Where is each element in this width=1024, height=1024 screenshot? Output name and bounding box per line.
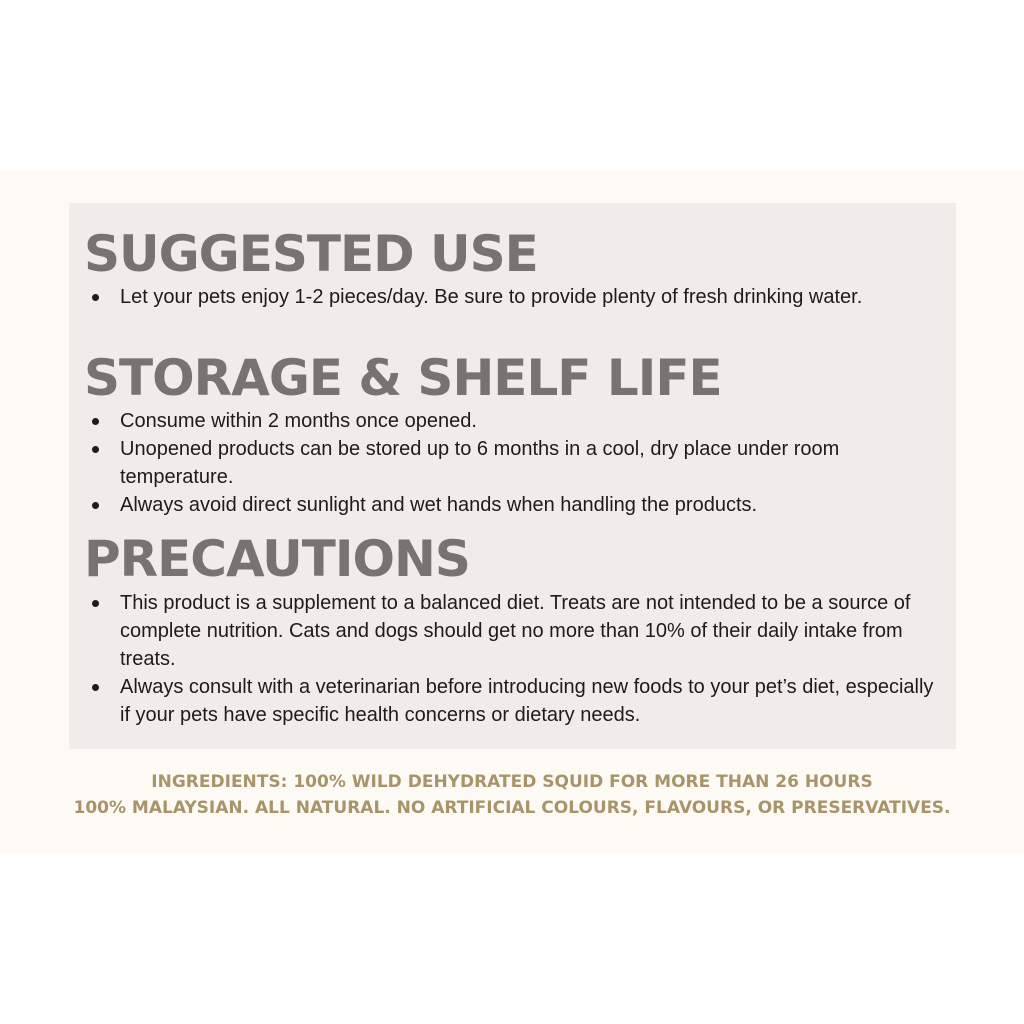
list-item-text: Always avoid direct sunlight and wet hands when handling the products. bbox=[120, 494, 758, 516]
bullet-dot bbox=[92, 684, 99, 691]
storage-shelf-life-heading: STORAGE & SHELF LIFE bbox=[84, 349, 722, 407]
list-item-text: This product is a supplement to a balanced diet. Treats are not intended to be a source of complete nutrition. Cats and dogs should get no more than 10% of their daily intake from treats. bbox=[120, 592, 911, 670]
list-item-text: Always consult with a veterinarian before introducing new foods to your pet’s diet, especially if your pets have specific health concerns or dietary needs. bbox=[120, 676, 934, 726]
list-item bbox=[88, 673, 948, 729]
suggested-use-heading: SUGGESTED USE bbox=[84, 225, 538, 283]
ingredients-line: INGREDIENTS: 100% WILD DEHYDRATED SQUID FOR MORE THAN 26 HOURS bbox=[151, 772, 873, 792]
storage-shelf-life-list bbox=[88, 407, 948, 519]
bullet-dot bbox=[92, 294, 99, 301]
precautions-list bbox=[88, 589, 948, 729]
natural-claims-line: 100% MALAYSIAN. ALL NATURAL. NO ARTIFICIAL COLOURS, FLAVOURS, OR PRESERVATIVES. bbox=[73, 798, 951, 818]
list-item-text: Unopened products can be stored up to 6 months in a cool, dry place under room temperature. bbox=[120, 438, 840, 488]
precautions-heading: PRECAUTIONS bbox=[84, 530, 470, 588]
list-item bbox=[88, 589, 948, 673]
list-item bbox=[88, 407, 948, 435]
bullet-dot bbox=[92, 446, 99, 453]
list-item bbox=[88, 435, 948, 491]
list-item-text: Let your pets enjoy 1-2 pieces/day. Be sure to provide plenty of fresh drinking water. bbox=[120, 286, 863, 308]
bullet-dot bbox=[92, 418, 99, 425]
bullet-dot bbox=[92, 502, 99, 509]
list-item-text: Consume within 2 months once opened. bbox=[120, 410, 477, 432]
list-item bbox=[88, 491, 948, 519]
bullet-dot bbox=[92, 600, 99, 607]
list-item bbox=[88, 283, 948, 311]
suggested-use-list bbox=[88, 283, 948, 311]
